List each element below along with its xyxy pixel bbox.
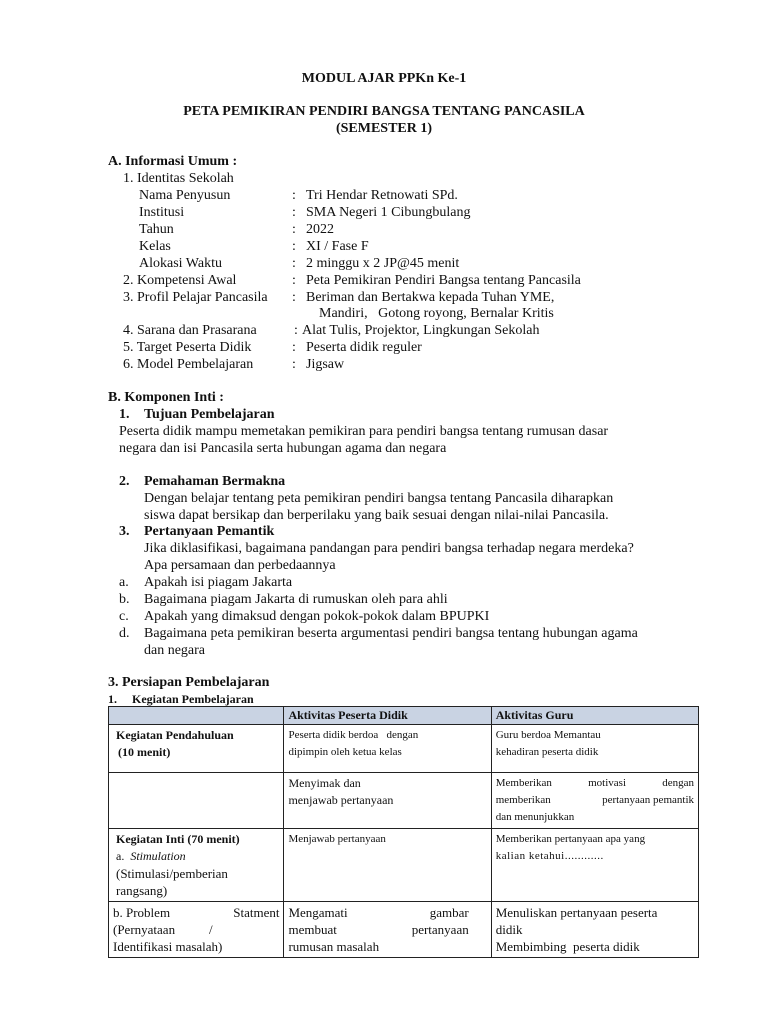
table-cell: [491, 773, 698, 829]
cell-word: pertanyaan pemantik: [602, 794, 694, 806]
cell-word: memberikan: [495, 794, 551, 806]
cell-word: motivasi: [588, 777, 627, 789]
cell-line: Membimbing peserta didik: [495, 939, 640, 954]
cell-line: Menyimak dan: [288, 776, 361, 790]
table-cell: [284, 829, 491, 902]
tujuan-text-line2: negara dan isi Pancasila serta hubungan agama dan negara: [119, 441, 447, 456]
cell-line: [496, 792, 694, 809]
sarana-value: Alat Tulis, Projektor, Lingkungan Sekolah: [302, 323, 540, 338]
pemahaman-text-line2: siswa dapat bersikap dan berperilaku yang baik sesuai dengan nilai-nilai Pancasila.: [144, 508, 609, 523]
cell-line: rangsang): [116, 883, 168, 898]
cell-line: [288, 921, 486, 938]
cell-line: Memberikan pertanyaan apa yang: [495, 833, 646, 845]
list-item-continued: dan negara: [144, 643, 206, 658]
kompetensi-value: Peta Pemikiran Pendiri Bangsa tentang Pancasila: [306, 273, 581, 288]
cell-line: Guru berdoa Memantau: [495, 729, 601, 741]
kegiatan-number: 1.: [108, 692, 117, 706]
table-cell: [491, 829, 698, 902]
cell-line: Menjawab pertanyaan: [288, 833, 386, 845]
pemahaman-text-line1: Dengan belajar tentang peta pemikiran pendiri bangsa tentang Pancasila diharapkan: [144, 491, 614, 506]
cell-word: a.: [116, 849, 125, 863]
cell-word: membuat: [288, 922, 337, 937]
identitas-label: Kelas: [139, 239, 171, 254]
identitas-colon: :: [292, 222, 296, 237]
table-header-row: [109, 707, 699, 725]
pertanyaan-number: 3.: [119, 524, 130, 539]
model-colon: :: [292, 357, 296, 372]
identitas-label: Alokasi Waktu: [139, 256, 222, 271]
kegiatan-table: [108, 706, 699, 958]
cell-line: [113, 904, 279, 921]
section-3-heading: 3. Persiapan Pembelajaran: [108, 675, 270, 690]
cell-word: Memberikan: [495, 777, 552, 789]
sarana-label: 4. Sarana dan Prasarana: [123, 323, 257, 338]
tujuan-number: 1.: [119, 407, 130, 422]
kegiatan-title: Kegiatan Pembelajaran: [132, 692, 254, 706]
list-item: Bagaimana peta pemikiran beserta argumentasi pendiri bangsa tentang hubungan agama: [144, 626, 638, 641]
kompetensi-label: 2. Kompetensi Awal: [123, 273, 237, 288]
identitas-title: 1. Identitas Sekolah: [123, 171, 234, 186]
kompetensi-colon: :: [292, 273, 296, 288]
target-label: 5. Target Peserta Didik: [123, 340, 252, 355]
list-marker: d.: [119, 626, 130, 641]
cell-word: Stimulation: [130, 849, 186, 863]
list-marker: b.: [119, 592, 130, 607]
table-cell: [109, 902, 284, 958]
table-row: [109, 902, 699, 958]
cell-line: Kegiatan Inti (70 menit): [116, 832, 240, 846]
list-item: Apakah isi piagam Jakarta: [144, 575, 293, 590]
cell-word: Statment: [233, 905, 280, 920]
table-header-cell: Aktivitas Peserta Didik: [284, 707, 491, 725]
model-label: 6. Model Pembelajaran: [123, 357, 254, 372]
identitas-value: XI / Fase F: [306, 239, 369, 254]
cell-word: (Pernyataan: [113, 922, 176, 937]
cell-word: /: [209, 922, 213, 937]
section-b-heading: B. Komponen Inti :: [108, 390, 224, 405]
identitas-colon: :: [292, 205, 296, 220]
sarana-colon: :: [294, 323, 298, 338]
cell-line: [116, 848, 279, 865]
pertanyaan-text-line2: Apa persamaan dan perbedaannya: [144, 558, 336, 573]
identitas-colon: :: [292, 239, 296, 254]
list-item: Apakah yang dimaksud dengan pokok-pokok dalam BPUPKI: [144, 609, 490, 624]
cell-line: [288, 904, 486, 921]
table-row: [109, 725, 699, 773]
identitas-value: Tri Hendar Retnowati SPd.: [306, 188, 458, 203]
cell-line: menjawab pertanyaan: [288, 793, 394, 807]
table-cell: [109, 773, 284, 829]
table-header-cell: Aktivitas Guru: [491, 707, 698, 725]
document-semester: (SEMESTER 1): [335, 121, 433, 136]
tujuan-title: Tujuan Pembelajaran: [144, 407, 275, 422]
model-value: Jigsaw: [306, 357, 345, 372]
cell-word: gambar: [429, 905, 469, 920]
identitas-value: 2022: [306, 222, 334, 237]
identitas-label: Tahun: [139, 222, 174, 237]
table-cell: [109, 829, 284, 902]
identitas-value: 2 minggu x 2 JP@45 menit: [306, 256, 460, 271]
cell-word: dengan: [662, 777, 694, 789]
cell-line: dipimpin oleh ketua kelas: [288, 746, 402, 758]
tujuan-text-line1: Peserta didik mampu memetakan pemikiran para pendiri bangsa tentang rumusan dasar: [119, 424, 609, 439]
section-a-heading: A. Informasi Umum :: [108, 154, 238, 169]
cell-line: kalian ketahui............: [495, 850, 604, 862]
table-cell: [491, 902, 698, 958]
profil-colon: :: [292, 290, 296, 305]
profil-label: 3. Profil Pelajar Pancasila: [123, 290, 268, 305]
document-title: MODUL AJAR PPKn Ke-1: [301, 71, 467, 86]
cell-line: Menuliskan pertanyaan peserta: [495, 905, 658, 920]
target-value: Peserta didik reguler: [306, 340, 422, 355]
table-cell: [491, 725, 698, 773]
cell-line: kehadiran peserta didik: [495, 746, 599, 758]
table-row: [109, 773, 699, 829]
pertanyaan-text-line1: Jika diklasifikasi, bagaimana pandangan para pendiri bangsa terhadap negara merdeka?: [144, 541, 634, 556]
document-subtitle: PETA PEMIKIRAN PENDIRI BANGSA TENTANG PANCASILA: [183, 104, 585, 119]
cell-line: [113, 921, 279, 938]
cell-line: rumusan masalah: [288, 939, 380, 954]
cell-line: [496, 775, 694, 792]
pemahaman-number: 2.: [119, 474, 130, 489]
identitas-colon: :: [292, 188, 296, 203]
cell-line: Peserta didik berdoa dengan: [288, 729, 419, 741]
cell-line: didik: [495, 922, 523, 937]
list-item: Bagaimana piagam Jakarta di rumuskan oleh para ahli: [144, 592, 448, 607]
cell-word: Mengamati: [288, 905, 348, 920]
pertanyaan-title: Pertanyaan Pemantik: [144, 524, 275, 539]
cell-line: Identifikasi masalah): [113, 939, 223, 954]
profil-value-line1: Beriman dan Bertakwa kepada Tuhan YME,: [306, 290, 555, 305]
identitas-label: Nama Penyusun: [139, 188, 231, 203]
cell-line: dan menunjukkan: [495, 811, 575, 823]
cell-line: (Stimulasi/pemberian: [116, 866, 228, 881]
table-cell: [284, 725, 491, 773]
list-marker: a.: [119, 575, 129, 590]
table-cell: [284, 902, 491, 958]
table-cell: [109, 725, 284, 773]
identitas-value: SMA Negeri 1 Cibungbulang: [306, 205, 471, 220]
table-header-cell: [109, 707, 284, 725]
cell-line: Kegiatan Pendahuluan: [116, 728, 234, 742]
cell-line: (10 menit): [118, 745, 171, 759]
list-marker: c.: [119, 609, 129, 624]
target-colon: :: [292, 340, 296, 355]
identitas-label: Institusi: [139, 205, 185, 220]
cell-word: pertanyaan: [411, 922, 469, 937]
cell-word: b. Problem: [113, 905, 171, 920]
identitas-colon: :: [292, 256, 296, 271]
table-row: [109, 829, 699, 902]
pemahaman-title: Pemahaman Bermakna: [144, 474, 286, 489]
table-cell: [284, 773, 491, 829]
profil-value-line2: Mandiri, Gotong royong, Bernalar Kritis: [319, 306, 554, 321]
